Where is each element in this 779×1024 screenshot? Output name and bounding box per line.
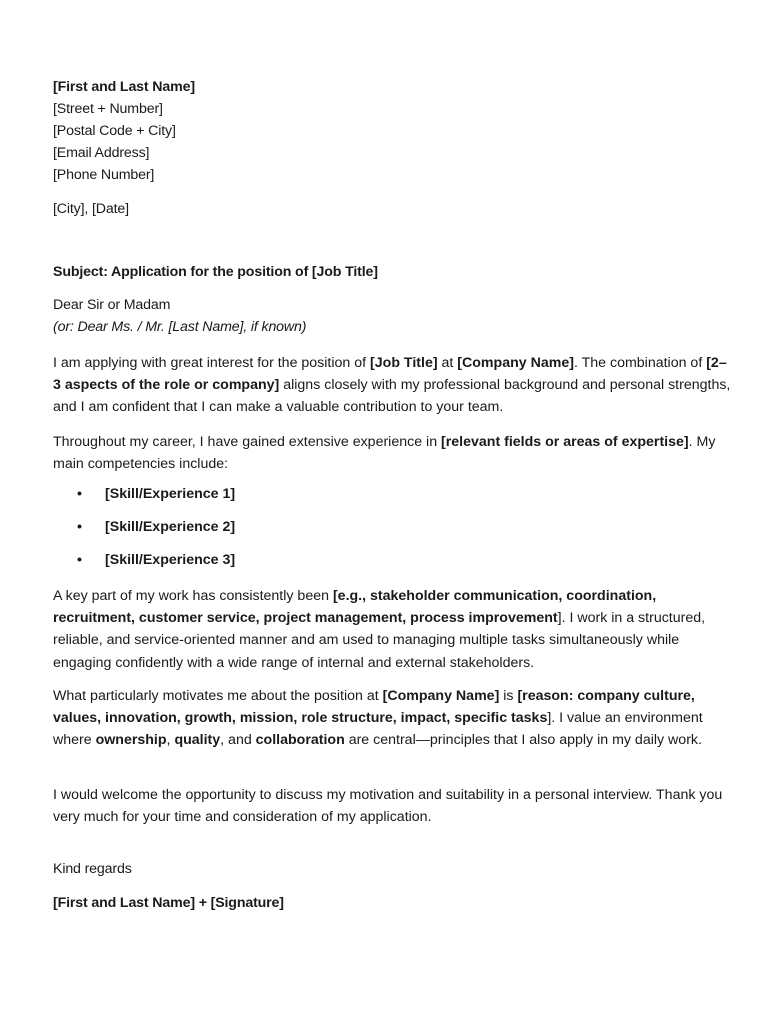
salutation-alternative: (or: Dear Ms. / Mr. [Last Name], if known) — [53, 319, 307, 335]
paragraph-closing: I would welcome the opportunity to discuss my motivation and suitability in a personal interview. Thank you very much for your time and consideration of my application. — [53, 787, 723, 826]
subject-line: Subject: Application for the position of [Job Title] — [53, 264, 378, 280]
bullet-text: [Skill/Experience 1] — [105, 486, 236, 502]
text: What particularly motivates me about the position at — [53, 688, 383, 704]
sender-name: [First and Last Name] — [53, 79, 195, 95]
placeholder-company-name: [Company Name] — [457, 355, 574, 371]
sender-street: [Street + Number] — [53, 101, 163, 117]
text: , and — [220, 732, 256, 749]
salutation: Dear Sir or Madam — [53, 297, 171, 313]
placeholder-aspects: [2–3 aspects of the role or company] — [53, 355, 727, 394]
emphasis-quality: quality — [174, 732, 221, 749]
sender-phone: [Phone Number] — [53, 167, 155, 183]
place-date: [City], [Date] — [53, 201, 129, 217]
paragraph-key-work — [53, 585, 733, 674]
text: is — [499, 688, 518, 704]
placeholder-fields: [relevant fields or areas of expertise] — [441, 434, 689, 450]
bullet-text: [Skill/Experience 2] — [105, 519, 236, 535]
sender-postal-city: [Postal Code + City] — [53, 123, 176, 139]
closing-phrase: Kind regards — [53, 861, 132, 877]
placeholder-job-title: [Job Title] — [370, 355, 438, 371]
text: aligns closely with my professional background and personal strengths, and I am confident that I can make a valuable contribution to your team. — [53, 377, 731, 416]
text: ]. I work in a structured, reliable, and service-oriented manner and am used to managing multiple tasks simultaneously while engaging confidently with a wide range of internal and external stakeholders. — [53, 610, 706, 671]
text: at — [437, 355, 458, 371]
text: . My main competencies include: — [53, 434, 716, 473]
placeholder-examples: [e.g., stakeholder communication, coordination, recruitment, customer service, project management, process improvement — [53, 588, 657, 627]
paragraph-motivation — [53, 685, 733, 752]
text: are central—principles that I also apply in my daily work. — [344, 732, 702, 749]
text: I am applying with great interest for the position of — [53, 355, 371, 371]
text: A key part of my work has consistently been — [53, 588, 333, 604]
text: , — [166, 732, 175, 749]
bullet-icon: • — [77, 552, 82, 568]
sender-email: [Email Address] — [53, 145, 150, 161]
bullet-text: [Skill/Experience 3] — [105, 552, 236, 568]
emphasis-collaboration: collaboration — [255, 732, 345, 749]
signature-line: [First and Last Name] + [Signature] — [53, 895, 284, 911]
text: . The combination of — [573, 355, 707, 371]
text: ]. I value an environment where — [53, 710, 703, 749]
placeholder-reason: [reason: company culture, values, innovation, growth, mission, role structure, impact, specific tasks — [53, 688, 695, 727]
bullet-icon: • — [77, 486, 82, 502]
emphasis-ownership: ownership — [95, 732, 167, 749]
placeholder-company-name: [Company Name] — [382, 688, 500, 704]
bullet-icon: • — [77, 519, 82, 535]
paragraph-intro — [53, 352, 733, 419]
paragraph-experience — [53, 431, 733, 475]
text: Throughout my career, I have gained extensive experience in — [53, 434, 442, 450]
